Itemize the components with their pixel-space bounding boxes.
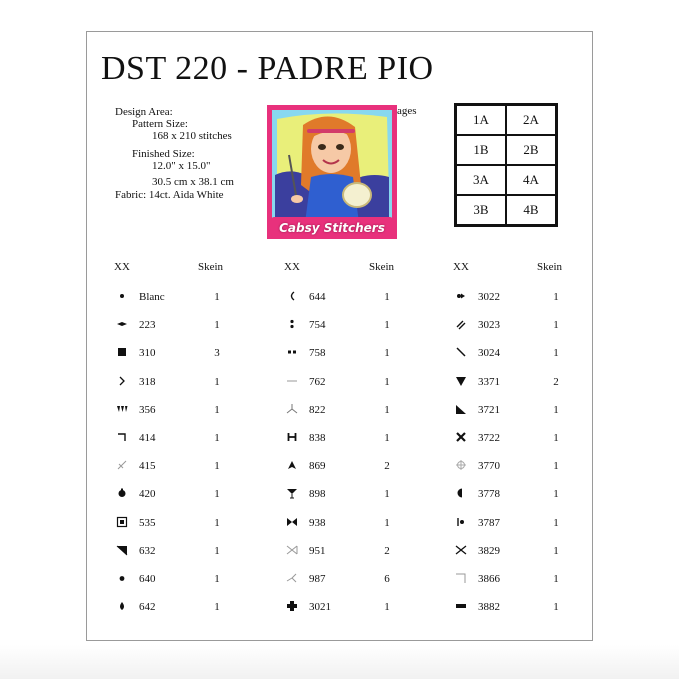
floss-row (285, 458, 425, 478)
skein-count: 1 (553, 319, 559, 332)
floss-code: 987 (309, 573, 326, 585)
skein-count: 1 (214, 573, 220, 585)
floss-row (285, 515, 425, 535)
floss-row (115, 458, 255, 478)
floss-row (454, 317, 594, 337)
floss-row (285, 599, 425, 619)
floss-row (285, 289, 425, 309)
floss-code: 3882 (478, 601, 500, 614)
floss-row (454, 458, 594, 478)
diamond-wing-icon (115, 317, 129, 331)
grid-cell-4b: 4B (506, 195, 556, 225)
column-header-symbol: XX (453, 261, 469, 273)
floss-row (115, 571, 255, 591)
light-corner-icon (454, 571, 468, 585)
floss-code: 838 (309, 432, 326, 444)
bowtie-icon (285, 515, 299, 529)
skein-count: 1 (384, 432, 390, 444)
floss-code: 3778 (478, 488, 500, 501)
floss-row (454, 345, 594, 365)
light-circle-cross-icon (454, 458, 468, 472)
backslash-icon (454, 345, 468, 359)
floss-code: 318 (139, 375, 156, 388)
floss-row (454, 599, 594, 619)
floss-row (454, 515, 594, 535)
skein-count: 1 (553, 544, 559, 557)
skein-count: 1 (384, 488, 390, 501)
skein-count: 1 (384, 291, 390, 303)
skein-count: 1 (553, 403, 559, 416)
floss-code: 3721 (478, 403, 500, 416)
skein-count: 1 (384, 601, 390, 614)
pattern-size-value: 168 x 210 stitches (152, 130, 232, 142)
floss-code: 3023 (478, 319, 500, 332)
floss-code: 3024 (478, 347, 500, 360)
floss-row (115, 345, 255, 365)
floss-code: 758 (309, 347, 326, 360)
grid-cell-2b: 2B (506, 135, 556, 165)
floss-row (454, 374, 594, 394)
skein-count: 1 (553, 488, 559, 501)
skein-count: 1 (214, 432, 220, 444)
floss-row (115, 317, 255, 337)
skein-count: 1 (214, 403, 220, 416)
cabsy-stitchers-logo (267, 105, 397, 239)
floss-row (454, 486, 594, 506)
open-bowtie-icon (285, 543, 299, 557)
floss-code: 3787 (478, 516, 500, 529)
two-small-squares-icon (285, 345, 299, 359)
goblet-icon (285, 486, 299, 500)
floss-code: 310 (139, 347, 156, 360)
floss-code: 356 (139, 403, 156, 416)
finished-size-label: Finished Size: (132, 148, 195, 160)
skein-count: 2 (553, 375, 559, 388)
skein-count: 1 (553, 432, 559, 444)
page-shadow (0, 645, 679, 679)
floss-code: 3021 (309, 601, 331, 614)
pages-label: ages (397, 105, 417, 117)
skein-count: 1 (384, 319, 390, 332)
finished-size-cm: 30.5 cm x 38.1 cm (152, 176, 234, 188)
floss-code: 3770 (478, 460, 500, 473)
square-in-square-icon (115, 515, 129, 529)
skein-count: 1 (553, 601, 559, 614)
up-arrowhead-icon (285, 458, 299, 472)
skein-count: 1 (553, 573, 559, 585)
floss-code: 951 (309, 544, 326, 557)
double-slash-icon (454, 317, 468, 331)
floss-row (285, 374, 425, 394)
floss-code: 3866 (478, 573, 500, 585)
floss-code: 642 (139, 601, 156, 614)
floss-code: Blanc (139, 291, 165, 303)
floss-row (115, 543, 255, 563)
bar-dot-icon (454, 515, 468, 529)
filled-cross-icon (285, 599, 299, 613)
floss-row (115, 599, 255, 619)
floss-row (454, 402, 594, 422)
tripod-icon (285, 402, 299, 416)
floss-row (454, 543, 594, 563)
floss-row (285, 317, 425, 337)
grid-cell-2a: 2A (506, 105, 556, 135)
column-header-skein: Skein (369, 261, 395, 273)
skein-count: 1 (384, 516, 390, 529)
light-tripod-icon (285, 571, 299, 585)
floss-row (115, 402, 255, 422)
skein-count: 1 (214, 460, 220, 473)
grid-cell-1a: 1A (456, 105, 506, 135)
logo-text: Cabsy Stitchers (279, 221, 385, 235)
column-header-symbol: XX (284, 261, 300, 273)
floss-code: 822 (309, 403, 326, 416)
filled-square-icon (115, 345, 129, 359)
skein-count: 1 (553, 516, 559, 529)
half-triangle-square-icon (115, 543, 129, 557)
skein-count: 6 (384, 573, 390, 585)
open-arc-icon (285, 289, 299, 303)
floss-code: 869 (309, 460, 326, 473)
grid-cell-3b: 3B (456, 195, 506, 225)
finished-size-inches: 12.0" x 15.0" (152, 160, 211, 172)
column-header-skein: Skein (537, 261, 563, 273)
floss-row (285, 486, 425, 506)
page-title: DST 220 - PADRE PIO (101, 50, 434, 87)
grid-cell-4a: 4A (506, 165, 556, 195)
column-header-skein: Skein (198, 261, 224, 273)
corner-triangle-icon (454, 402, 468, 416)
crossed-chevrons-icon (454, 543, 468, 557)
floss-row (454, 289, 594, 309)
fabric-label: Fabric: 14ct. Aida White (115, 189, 224, 201)
column-header-symbol: XX (114, 261, 130, 273)
grid-cell-3a: 3A (456, 165, 506, 195)
design-area-label: Design Area: (115, 106, 173, 118)
floss-code: 414 (139, 432, 156, 444)
skein-count: 1 (214, 544, 220, 557)
floss-code: 3371 (478, 375, 500, 388)
down-triangle-icon (454, 374, 468, 388)
triple-wedge-icon (115, 402, 129, 416)
thick-bar-icon (454, 599, 468, 613)
floss-row (285, 571, 425, 591)
dot-icon (115, 289, 129, 303)
skein-count: 2 (384, 544, 390, 557)
floss-code: 3022 (478, 291, 500, 303)
skein-count: 1 (553, 347, 559, 360)
skein-count: 1 (553, 291, 559, 303)
floss-code: 640 (139, 573, 156, 585)
floss-row (115, 374, 255, 394)
floss-row (285, 430, 425, 450)
floss-code: 415 (139, 460, 156, 473)
floss-code: 898 (309, 488, 326, 501)
dash-icon (285, 374, 299, 388)
floss-code: 938 (309, 516, 326, 529)
floss-code: 632 (139, 544, 156, 557)
skein-count: 1 (214, 601, 220, 614)
h-shape-icon (285, 430, 299, 444)
pattern-size-label: Pattern Size: (132, 118, 188, 130)
right-chevron-icon (115, 374, 129, 388)
skein-count: 1 (214, 375, 220, 388)
two-dots-icon (285, 317, 299, 331)
floss-code: 644 (309, 291, 326, 303)
light-slash-cross-icon (115, 458, 129, 472)
teardrop-icon (115, 599, 129, 613)
floss-row (115, 430, 255, 450)
skein-count: 1 (384, 347, 390, 360)
x-mark-icon (454, 430, 468, 444)
floss-row (285, 402, 425, 422)
floss-row (454, 430, 594, 450)
pattern-sheet (86, 31, 593, 641)
skein-count: 1 (214, 291, 220, 303)
small-dot-icon (115, 571, 129, 585)
corner-bracket-icon (115, 430, 129, 444)
floss-code: 3722 (478, 432, 500, 444)
skein-count: 1 (214, 319, 220, 332)
floss-code: 3829 (478, 544, 500, 557)
skein-count: 1 (214, 488, 220, 501)
floss-code: 762 (309, 375, 326, 388)
skein-count: 2 (384, 460, 390, 473)
skein-count: 1 (384, 375, 390, 388)
round-blob-icon (115, 486, 129, 500)
half-circle-icon (454, 486, 468, 500)
floss-row (454, 571, 594, 591)
page-layout-grid (454, 103, 558, 227)
skein-count: 1 (553, 460, 559, 473)
floss-row (285, 345, 425, 365)
floss-code: 420 (139, 488, 156, 501)
skein-count: 1 (384, 403, 390, 416)
floss-code: 223 (139, 319, 156, 332)
skein-count: 3 (214, 347, 220, 360)
dot-arrow-icon (454, 289, 468, 303)
floss-row (115, 515, 255, 535)
floss-row (285, 543, 425, 563)
floss-row (115, 289, 255, 309)
grid-cell-1b: 1B (456, 135, 506, 165)
floss-code: 535 (139, 516, 156, 529)
floss-row (115, 486, 255, 506)
skein-count: 1 (214, 516, 220, 529)
floss-code: 754 (309, 319, 326, 332)
